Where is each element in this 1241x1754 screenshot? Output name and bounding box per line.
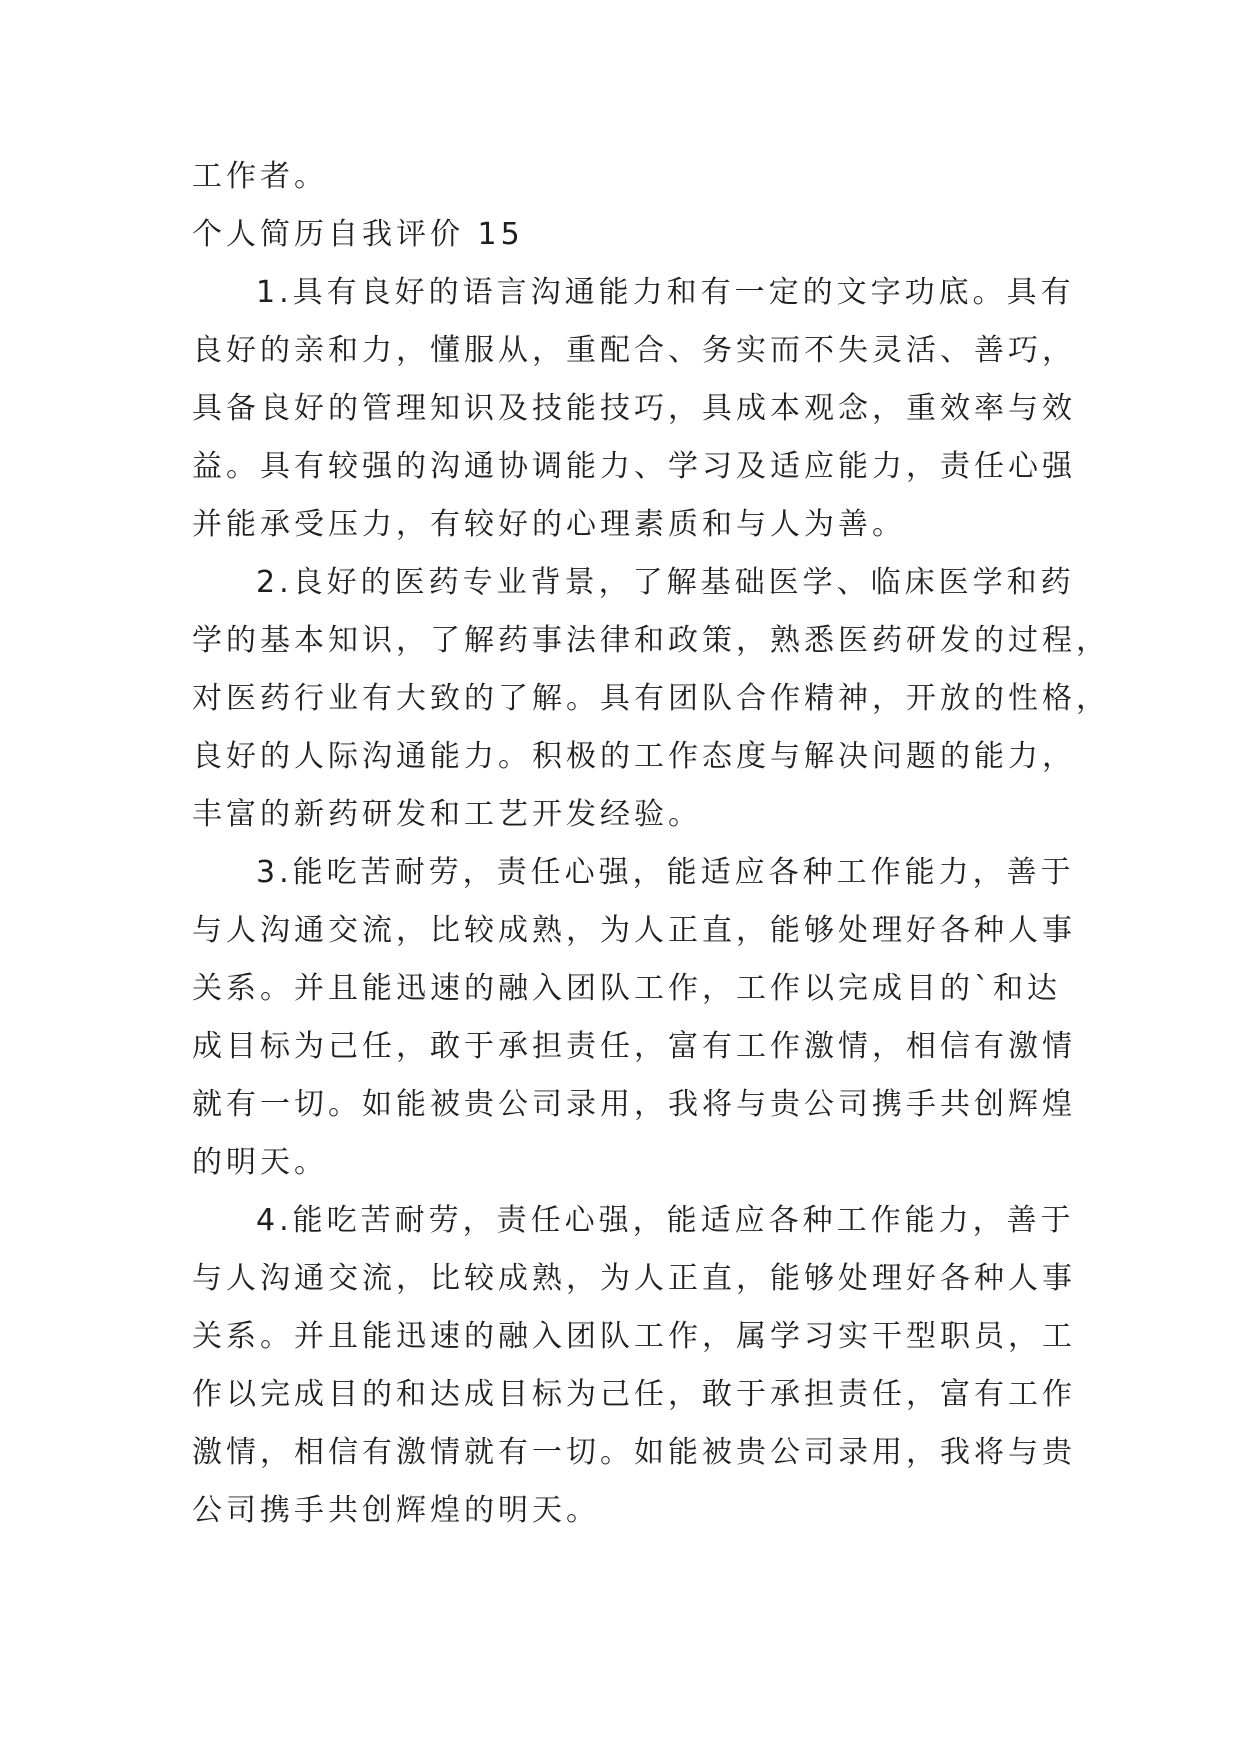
paragraph-2-line: 学的基本知识，了解药事法律和政策，熟悉医药研发的过程， <box>192 623 1110 658</box>
paragraph-4-line: 关系。并且能迅速的融入团队工作，属学习实干型职员，工 <box>192 1319 1076 1354</box>
paragraph-1-line: 1.具有良好的语言沟通能力和有一定的文字功底。具有 <box>256 275 1075 310</box>
paragraph-2-line: 良好的人际沟通能力。积极的工作态度与解决问题的能力， <box>192 739 1076 774</box>
paragraph-3-line: 3.能吃苦耐劳，责任心强，能适应各种工作能力，善于 <box>256 855 1075 890</box>
paragraph-1-line: 具备良好的管理知识及技能技巧，具成本观念，重效率与效 <box>192 391 1076 426</box>
paragraph-4-line: 4.能吃苦耐劳，责任心强，能适应各种工作能力，善于 <box>256 1203 1075 1238</box>
text-line-continuation: 工作者。 <box>192 159 328 194</box>
paragraph-3-line: 关系。并且能迅速的融入团队工作，工作以完成目的`和达 <box>192 971 1061 1006</box>
paragraph-4-line: 公司携手共创辉煌的明天。 <box>192 1493 600 1528</box>
paragraph-1-line: 良好的亲和力，懂服从，重配合、务实而不失灵活、善巧， <box>192 333 1076 368</box>
paragraph-2-line: 丰富的新药研发和工艺开发经验。 <box>192 797 702 832</box>
paragraph-3-line: 就有一切。如能被贵公司录用，我将与贵公司携手共创辉煌 <box>192 1087 1076 1122</box>
paragraph-4-line: 作以完成目的和达成目标为己任，敢于承担责任，富有工作 <box>192 1377 1076 1412</box>
paragraph-3-line: 与人沟通交流，比较成熟，为人正直，能够处理好各种人事 <box>192 913 1076 948</box>
paragraph-4-line: 与人沟通交流，比较成熟，为人正直，能够处理好各种人事 <box>192 1261 1076 1296</box>
paragraph-1-line: 并能承受压力，有较好的心理素质和与人为善。 <box>192 507 906 542</box>
paragraph-1-line: 益。具有较强的沟通协调能力、学习及适应能力，责任心强 <box>192 449 1076 484</box>
paragraph-3-line: 的明天。 <box>192 1145 328 1180</box>
paragraph-2-line: 对医药行业有大致的了解。具有团队合作精神，开放的性格， <box>192 681 1110 716</box>
paragraph-4-line: 激情，相信有激情就有一切。如能被贵公司录用，我将与贵 <box>192 1435 1076 1470</box>
paragraph-3-line: 成目标为己任，敢于承担责任，富有工作激情，相信有激情 <box>192 1029 1076 1064</box>
paragraph-2-line: 2.良好的医药专业背景，了解基础医学、临床医学和药 <box>256 565 1075 600</box>
section-heading: 个人简历自我评价 15 <box>192 217 524 252</box>
document-page <box>192 148 1110 1540</box>
